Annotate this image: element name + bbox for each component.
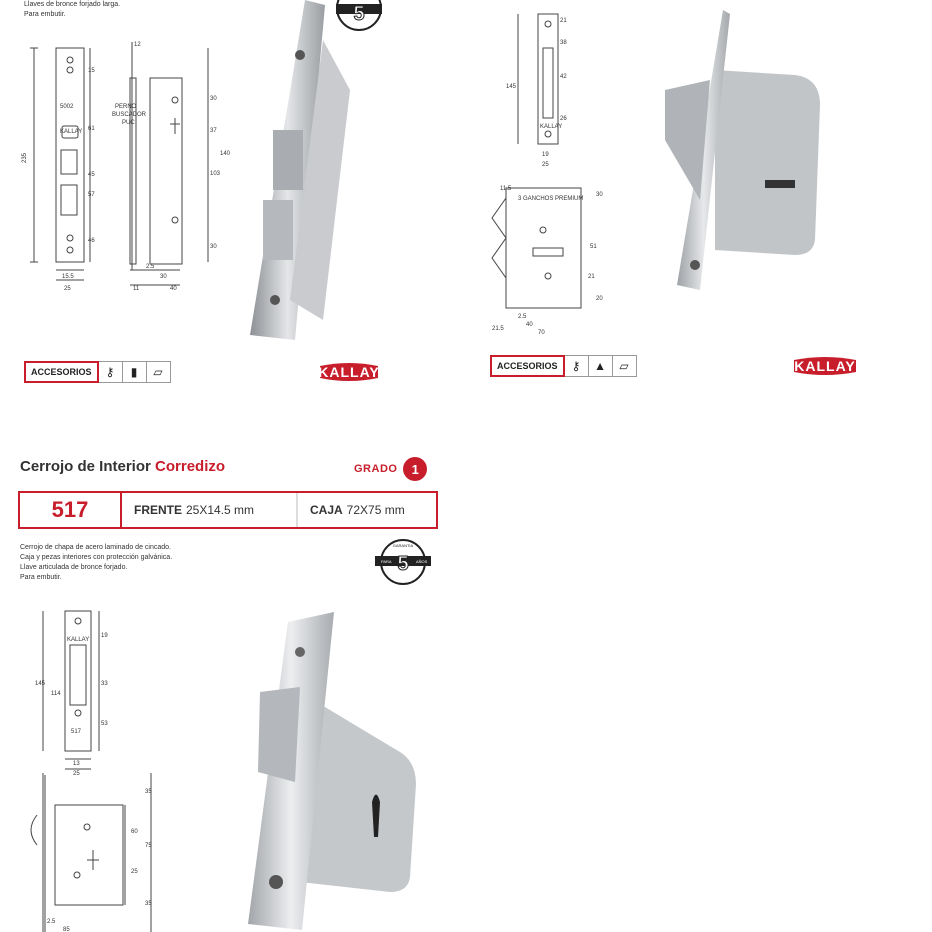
top-left-description: [24, 0, 120, 20]
frente-label: FRENTE: [134, 503, 182, 517]
dim-label: 70: [538, 330, 545, 336]
kallay-logo-text: KALLAY: [318, 364, 380, 380]
accessories-row-2: [490, 354, 637, 378]
accessories-label: ACCESORIOS: [490, 355, 565, 377]
dim-label: 145: [35, 681, 46, 687]
caja-value: 72X75 mm: [346, 503, 405, 517]
dim-label: 60: [131, 829, 138, 835]
dim-label: 2.5: [146, 264, 155, 270]
dim-label: 25: [73, 771, 80, 777]
desc-line: Llaves de bronce forjado larga.: [24, 1, 121, 8]
dim-label: 12: [134, 42, 141, 48]
dim-label: 37: [210, 128, 217, 134]
lock-product-photo: [245, 0, 365, 345]
dim-label: 33: [101, 681, 108, 687]
product-description: [20, 543, 172, 583]
dim-label: 42: [560, 74, 567, 80]
dim-label: 26: [560, 116, 567, 122]
pin-label: PUC: [122, 120, 135, 126]
dim-label: 46: [88, 238, 95, 244]
diagram-brand: KALLAY: [67, 637, 90, 643]
sliding-lock-product-photo: [240, 612, 430, 932]
dim-label: 20: [596, 296, 603, 302]
spec-caja: [298, 493, 417, 527]
spec-frente: [122, 493, 298, 527]
dim-label: 53: [101, 721, 108, 727]
dim-label: 15.5: [62, 274, 74, 280]
dim-label: 145: [506, 84, 517, 90]
desc-line: Para embutir.: [24, 11, 66, 18]
strike-plate-icon: ▱: [613, 355, 637, 377]
dim-label: 30: [210, 244, 217, 250]
dim-label: 25: [542, 162, 549, 168]
dim-label: 51: [590, 244, 597, 250]
dim-label: 40: [526, 322, 533, 328]
dim-label: 85: [63, 927, 70, 932]
diagram-model: 517: [71, 729, 82, 735]
front-view-diagram: [20, 30, 230, 300]
warranty-badge-icon: [372, 538, 434, 586]
badge-number: 5: [353, 3, 365, 25]
product-title: [20, 458, 225, 475]
kallay-logo-2: [792, 356, 858, 376]
key-icon: ⚷: [565, 355, 589, 377]
dim-label: 61: [88, 126, 95, 132]
badge-top: GARANTIA: [392, 543, 414, 548]
badge-left: PARA: [381, 559, 392, 564]
diagram-code: 5002: [60, 104, 74, 110]
grado-label: GRADO: [354, 463, 398, 475]
title-accent: Corredizo: [155, 458, 226, 475]
badge-number: 5: [397, 553, 409, 575]
desc-line: Llave articulada de bronce forjado.: [20, 564, 128, 571]
dim-label: 21: [560, 18, 567, 24]
dim-label: 11.5: [500, 186, 512, 192]
pin-label: BUSCADOR: [112, 112, 147, 118]
grado-badge: [354, 457, 427, 481]
dim-label: 15: [88, 68, 95, 74]
hook-label: 3 GANCHOS PREMIUM: [518, 196, 584, 202]
dim-label: 30: [160, 274, 167, 280]
cylinder-icon: ▮: [123, 361, 147, 383]
accessories-label: ACCESORIOS: [24, 361, 99, 383]
dim-label: 21.5: [492, 326, 504, 332]
dim-label: 114: [51, 691, 61, 697]
strike-plate-icon: ▱: [147, 361, 171, 383]
dim-label: 40: [170, 286, 177, 292]
diagram-brand: KALLAY: [60, 129, 83, 135]
frente-value: 25X14.5 mm: [186, 503, 255, 517]
dim-label: 21: [588, 274, 595, 280]
grado-number: 1: [403, 457, 427, 481]
dim-label: 11: [133, 286, 140, 292]
dim-label: 140: [220, 151, 230, 157]
spec-row: [18, 491, 438, 529]
dim-label: 45: [88, 172, 95, 178]
dim-label: 13: [73, 761, 80, 767]
kallay-logo: [318, 362, 380, 382]
key-icon: ⚷: [99, 361, 123, 383]
hook-lock-product-photo: [655, 10, 825, 295]
dim-label: 19: [101, 633, 108, 639]
desc-line: Cerrojo de chapa de acero laminado de cincado.: [20, 544, 171, 551]
dim-label: 30: [596, 192, 603, 198]
dim-label: 30: [210, 96, 217, 102]
model-number: 517: [20, 493, 122, 527]
badge-right: AÑOS: [416, 559, 428, 564]
dim-label: 35: [145, 789, 152, 795]
pin-label: PERNO: [115, 104, 137, 110]
dim-label: 19: [542, 152, 549, 158]
image-icon: ▲: [589, 355, 613, 377]
dim-label: 75: [145, 843, 152, 849]
dim-label: 2.5: [47, 919, 56, 925]
front-view-diagram-3: [15, 605, 175, 932]
dim-label: 103: [210, 171, 221, 177]
title-main: Cerrojo de Interior: [20, 458, 151, 475]
dim-label: 2.5: [518, 314, 527, 320]
dim-label: 235: [22, 152, 28, 163]
dim-label: 57: [88, 192, 95, 198]
desc-line: Para embutir.: [20, 574, 62, 581]
dim-label: 25: [64, 286, 71, 292]
dim-label: 38: [560, 40, 567, 46]
kallay-logo-text: KALLAY: [794, 358, 856, 374]
diagram-brand: KALLAY: [540, 124, 563, 130]
accessories-row: [24, 360, 171, 384]
desc-line: Caja y pezas interiores con protección galvánica.: [20, 554, 173, 561]
front-view-diagram-2: [488, 8, 608, 338]
caja-label: CAJA: [310, 503, 343, 517]
dim-label: 25: [131, 869, 138, 875]
dim-label: 35: [145, 901, 152, 907]
